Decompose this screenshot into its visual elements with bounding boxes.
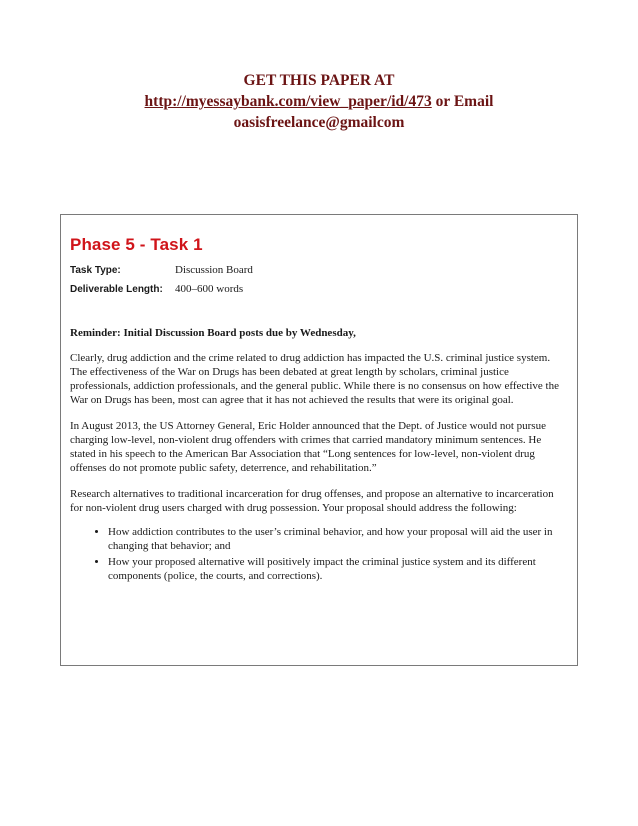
- paragraph: Clearly, drug addiction and the crime related to drug addiction has impacted the U.S. criminal justice system. The effectiveness of the War on Drugs has been debated at great length by scholars, criminal justice professionals, addiction professionals, and the general public. While there is no consensus on how effective the War on Drugs has been, most can agree that it has not achieved the results that were its original goal.: [70, 352, 559, 406]
- header-link-line: [60, 91, 578, 112]
- paragraph: In August 2013, the US Attorney General, Eric Holder announced that the Dept. of Justice would not pursue charging low-level, non-violent drug offenders with crimes that carried mandatory minimum sentences. He stated in his speech to the American Bar Association that “Long sentences for low-level, non-violent drug offenses do not promote public safety, deterrence, and rehabilitation.”: [70, 420, 546, 474]
- task-type-label: Task Type:: [70, 265, 121, 276]
- bullet-item: • How addiction contributes to the user’s criminal behavior, and how your proposal will aid the user in changing that behavior; and: [108, 525, 567, 553]
- reminder-text: Reminder: Initial Discussion Board posts due by Wednesday,: [70, 327, 356, 339]
- or-email-text: or Email: [431, 93, 494, 110]
- bullet-item: • How your proposed alternative will positively impact the criminal justice system and its different components (police, the courts, and corrections).: [108, 555, 567, 583]
- header-line: GET THIS PAPER AT: [243, 72, 395, 89]
- paper-link[interactable]: http://myessaybank.com/view_paper/id/473: [144, 93, 432, 110]
- deliverable-length-label: Deliverable Length:: [70, 284, 163, 295]
- email-address: oasisfreelance@gmailcom: [233, 114, 405, 131]
- bullet-list: [70, 525, 567, 583]
- deliverable-length-row: [70, 280, 567, 299]
- paragraph: Research alternatives to traditional incarceration for drug offenses, and propose an alternative to incarceration for non-violent drug users charged with drug possession. Your proposal should address the following:: [70, 488, 554, 514]
- document-header: [60, 70, 578, 133]
- task-type-value: Discussion Board: [175, 264, 253, 276]
- deliverable-length-value: 400–600 words: [175, 283, 244, 295]
- task-box: [60, 214, 578, 666]
- task-title: Phase 5 - Task 1: [70, 235, 203, 254]
- task-type-row: [70, 261, 567, 280]
